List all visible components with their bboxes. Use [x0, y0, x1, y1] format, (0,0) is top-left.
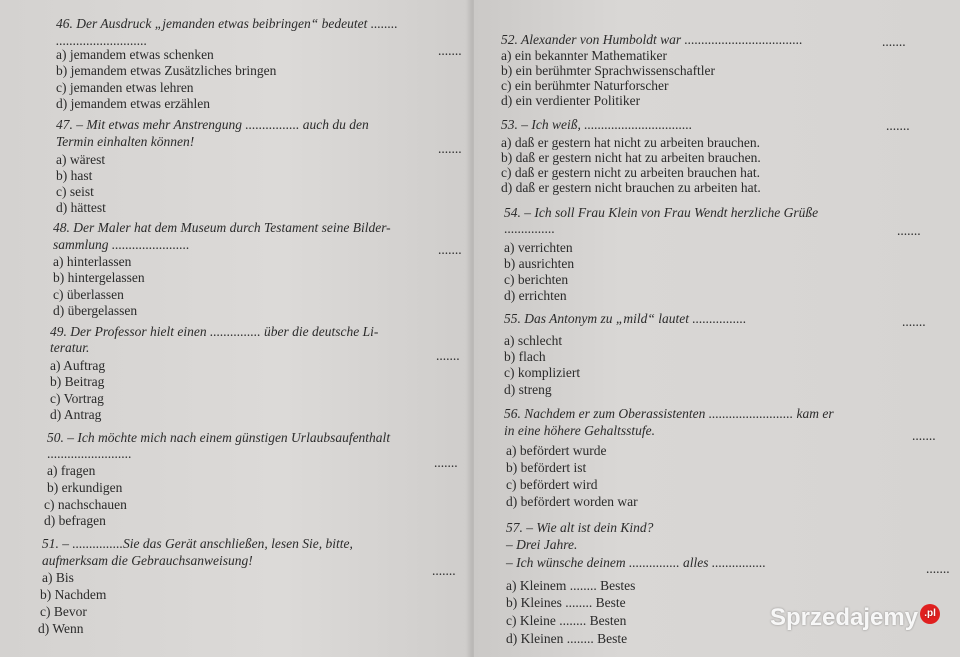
- question-56-prompt-cont: in eine höhere Gehaltsstufe.: [504, 423, 655, 438]
- question-51-prompt: 51. – ...............Sie das Gerät anschließen, lesen Sie, bitte,: [42, 536, 353, 551]
- watermark-logo: [770, 604, 940, 632]
- answer-blank: .......: [886, 118, 910, 133]
- question-57-line-3: – Ich wünsche deinem ............... alles ................: [506, 555, 766, 570]
- option: a) verrichten: [504, 240, 573, 255]
- option: d) übergelassen: [53, 303, 138, 318]
- option: d) Antrag: [50, 407, 102, 422]
- option: b) daß er gestern nicht hat zu arbeiten brauchen.: [501, 150, 761, 165]
- option: c) kompliziert: [504, 365, 581, 380]
- question-57-line-2: – Drei Jahre.: [506, 537, 578, 552]
- option: c) überlassen: [53, 287, 124, 302]
- option: a) schlecht: [504, 333, 563, 348]
- question-46-prompt: 46. Der Ausdruck „jemanden etwas beibringen“ bedeutet ........: [56, 16, 398, 31]
- question-51-prompt-cont: aufmerksam die Gebrauchsanweisung!: [42, 553, 253, 568]
- answer-blank: .......: [438, 242, 462, 257]
- watermark-badge: .pl: [920, 604, 940, 624]
- answer-blank: .......: [882, 34, 906, 49]
- option: a) ein bekannter Mathematiker: [501, 48, 668, 63]
- option: b) befördert ist: [506, 460, 587, 475]
- option: d) hättest: [56, 200, 106, 215]
- option: a) befördert wurde: [506, 443, 607, 458]
- option: c) seist: [56, 184, 94, 199]
- option: d) befördert worden war: [506, 494, 638, 509]
- question-52-prompt: 52. Alexander von Humboldt war ...................................: [501, 32, 803, 47]
- option: b) ausrichten: [504, 256, 575, 271]
- option: a) hinterlassen: [53, 254, 132, 269]
- option: a) jemandem etwas schenken: [56, 47, 214, 62]
- option: d) daß er gestern nicht brauchen zu arbeiten hat.: [501, 180, 761, 195]
- left-page: [0, 0, 470, 657]
- question-49-prompt-cont: teratur.: [50, 340, 90, 355]
- question-54-prompt-cont: ...............: [504, 221, 555, 236]
- option: d) Kleinen ........ Beste: [506, 631, 628, 646]
- question-47-prompt: 47. – Mit etwas mehr Anstrengung ................ auch du den: [56, 117, 369, 132]
- answer-blank: .......: [432, 563, 456, 578]
- answer-blank: .......: [912, 428, 936, 443]
- option: b) hintergelassen: [53, 270, 145, 285]
- answer-blank: .......: [436, 348, 460, 363]
- answer-blank: .......: [434, 455, 458, 470]
- option: b) Beitrag: [50, 374, 105, 389]
- question-47-prompt-cont: Termin einhalten können!: [56, 134, 195, 149]
- option: c) Vortrag: [50, 391, 104, 406]
- answer-blank: .......: [438, 141, 462, 156]
- question-50-prompt-cont: .........................: [47, 446, 132, 461]
- question-48-prompt: 48. Der Maler hat dem Museum durch Testament seine Bilder-: [53, 220, 391, 235]
- option: d) Wenn: [38, 621, 84, 636]
- watermark-text: Sprzedajemy: [770, 604, 919, 631]
- option: b) Nachdem: [40, 587, 107, 602]
- option: c) jemanden etwas lehren: [56, 80, 194, 95]
- option: d) errichten: [504, 288, 567, 303]
- question-56-prompt: 56. Nachdem er zum Oberassistenten ......................... kam er: [504, 406, 834, 421]
- option: c) befördert wird: [506, 477, 598, 492]
- option: c) berichten: [504, 272, 569, 287]
- option: c) nachschauen: [44, 497, 127, 512]
- answer-blank: .......: [902, 314, 926, 329]
- answer-blank: .......: [897, 223, 921, 238]
- answer-blank: .......: [926, 561, 950, 576]
- option: a) wärest: [56, 152, 106, 167]
- question-49-prompt: 49. Der Professor hielt einen ............... über die deutsche Li-: [50, 324, 379, 339]
- answer-blank: .......: [438, 43, 462, 58]
- option: a) Auftrag: [50, 358, 106, 373]
- question-46-prompt-cont: ...........................: [56, 33, 148, 48]
- option: d) jemandem etwas erzählen: [56, 96, 211, 111]
- option: d) streng: [504, 382, 552, 397]
- question-54-prompt: 54. – Ich soll Frau Klein von Frau Wendt herzliche Grüße: [504, 205, 819, 220]
- option: b) hast: [56, 168, 93, 183]
- option: d) ein verdienter Politiker: [501, 93, 641, 108]
- option: b) erkundigen: [47, 480, 123, 495]
- option: a) Kleinem ........ Bestes: [506, 578, 636, 593]
- question-57-prompt: 57. – Wie alt ist dein Kind?: [506, 520, 654, 535]
- question-55-prompt: 55. Das Antonym zu „mild“ lautet ................: [504, 311, 747, 326]
- option: c) Bevor: [40, 604, 87, 619]
- option: d) befragen: [44, 513, 106, 528]
- question-50-prompt: 50. – Ich möchte mich nach einem günstigen Urlaubsaufenthalt: [47, 430, 391, 445]
- option: b) jemandem etwas Zusätzliches bringen: [56, 63, 277, 78]
- option: b) ein berühmter Sprachwissenschaftler: [501, 63, 716, 78]
- question-48-prompt-cont: sammlung .......................: [53, 237, 190, 252]
- right-page: [474, 0, 960, 657]
- option: b) flach: [504, 349, 546, 364]
- option: a) fragen: [47, 463, 96, 478]
- option: a) Bis: [42, 570, 74, 585]
- option: c) Kleine ........ Besten: [506, 613, 627, 628]
- option: c) ein berühmter Naturforscher: [501, 78, 669, 93]
- option: b) Kleines ........ Beste: [506, 595, 626, 610]
- option: a) daß er gestern hat nicht zu arbeiten brauchen.: [501, 135, 760, 150]
- option: c) daß er gestern nicht zu arbeiten brauchen hat.: [501, 165, 760, 180]
- question-53-prompt: 53. – Ich weiß, ................................: [501, 117, 693, 132]
